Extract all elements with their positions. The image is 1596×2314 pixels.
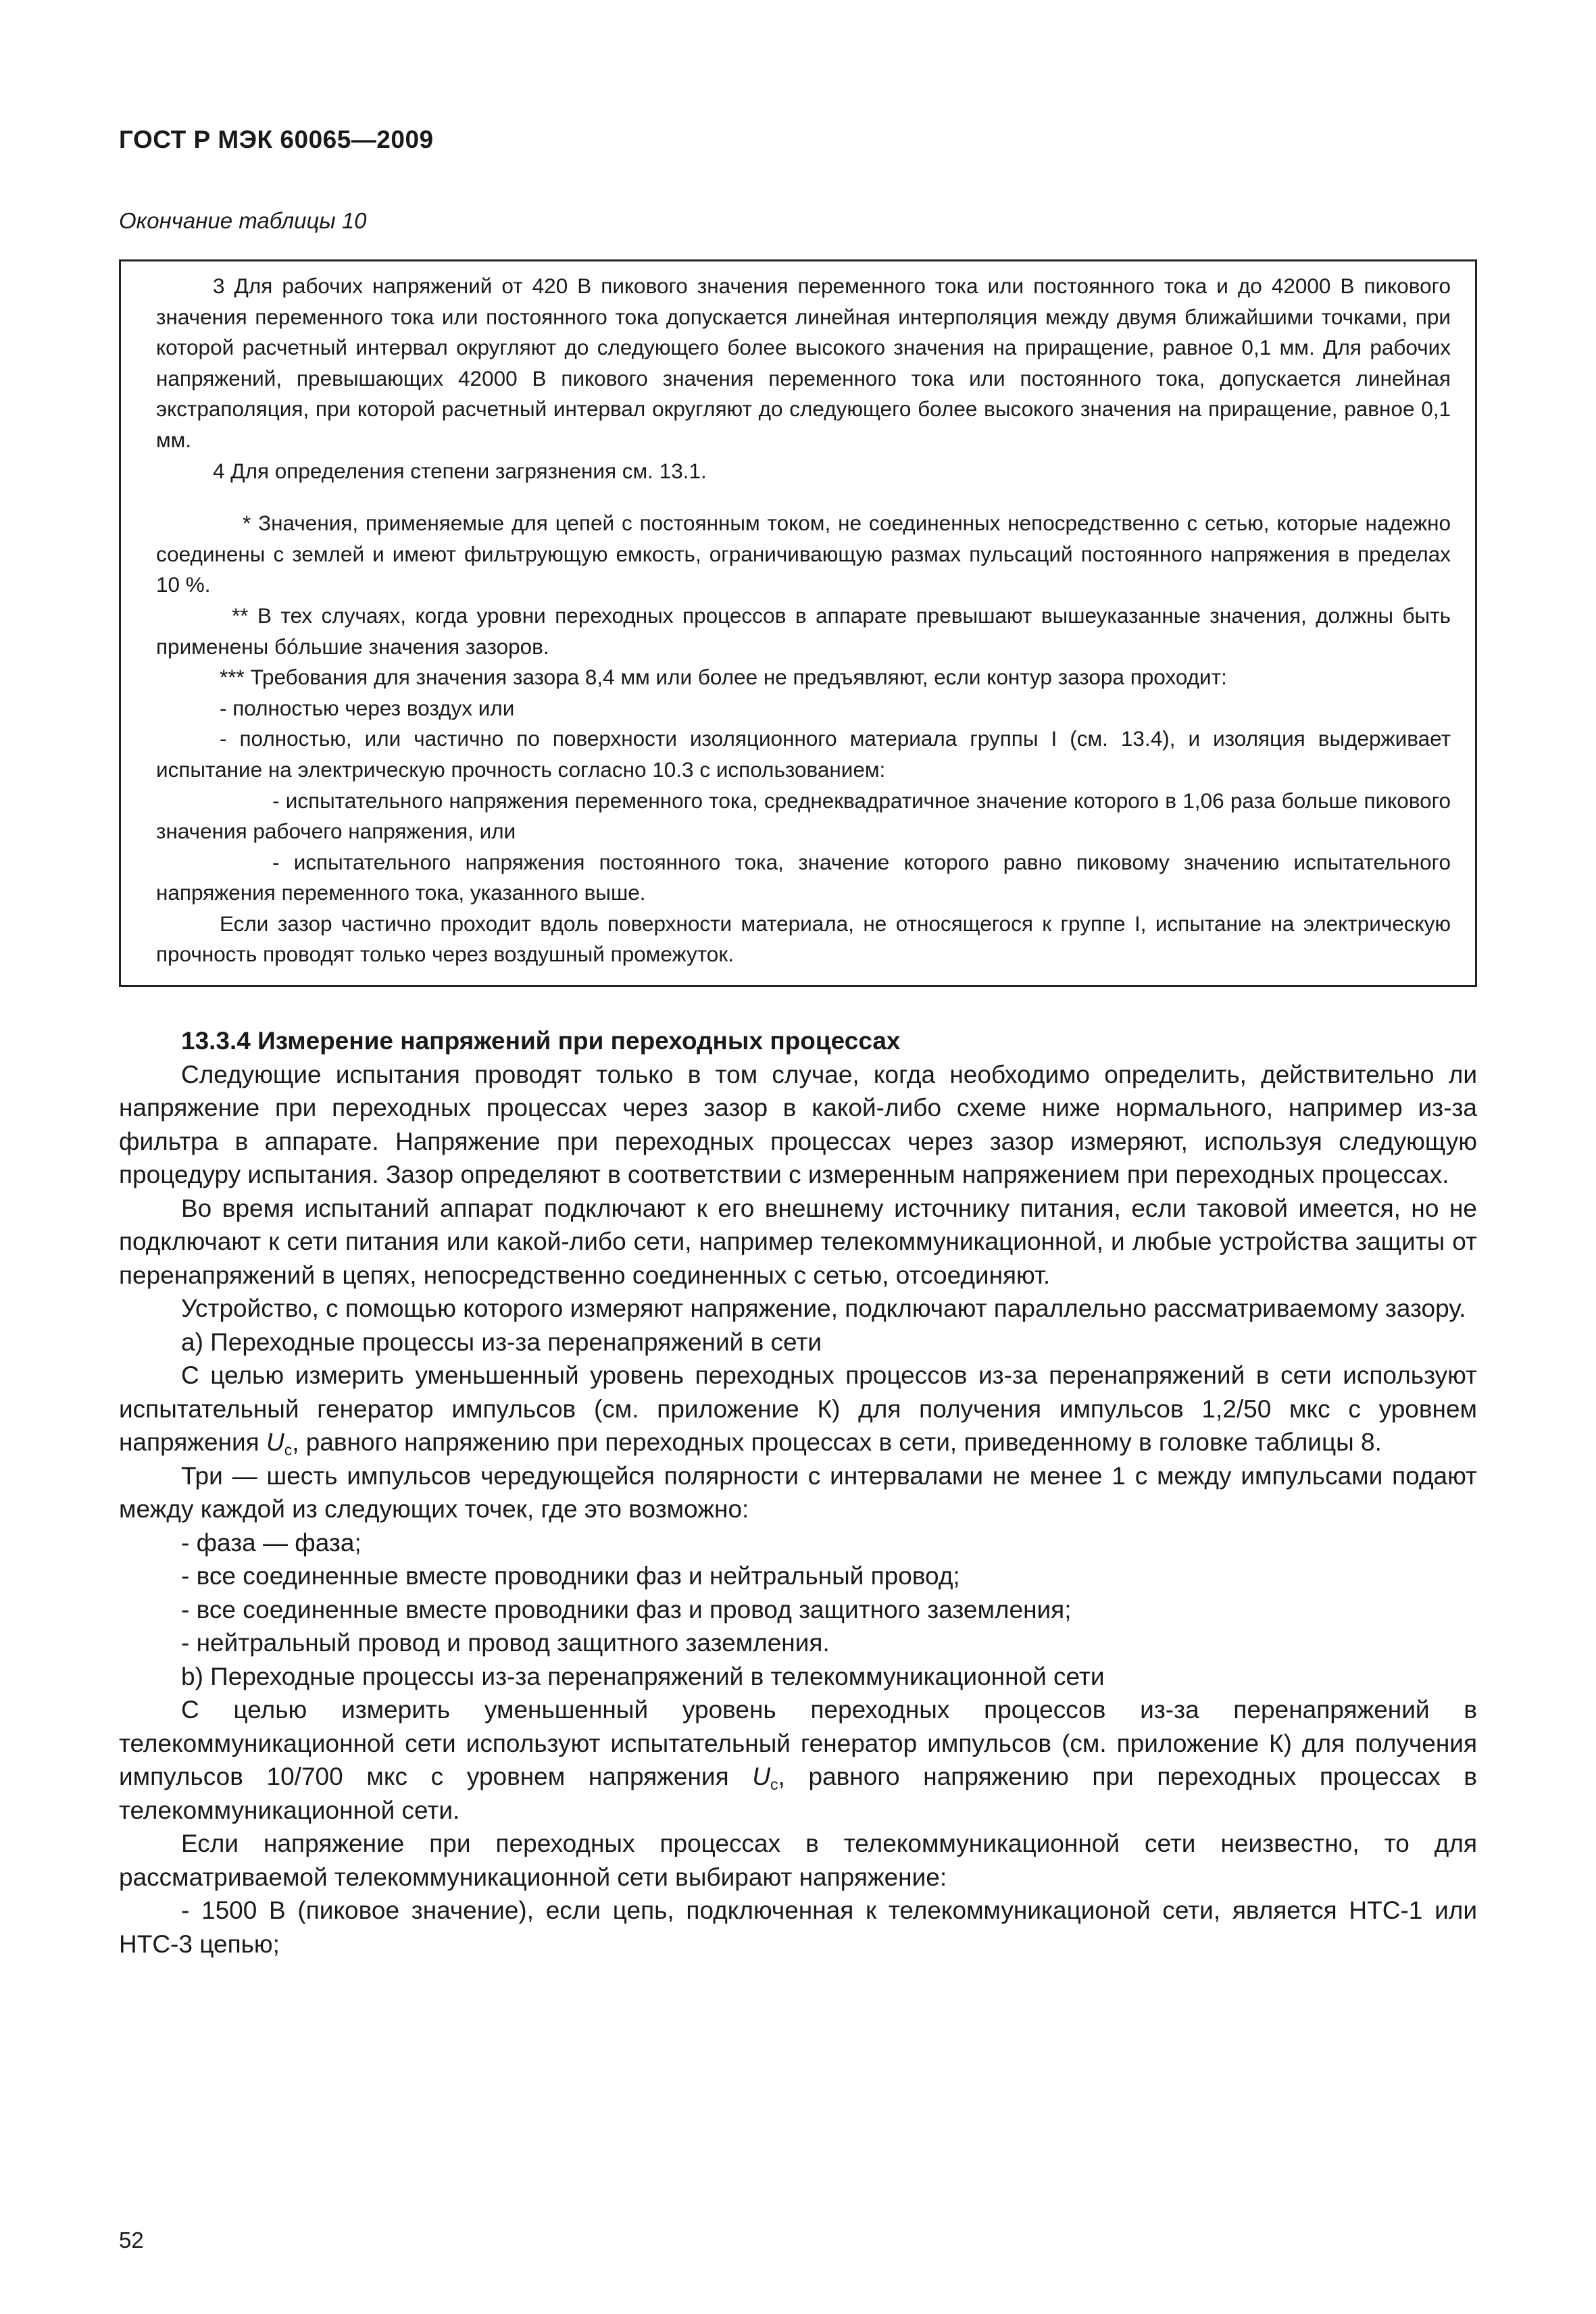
note-3: 3 Для рабочих напряжений от 420 В пикового значения переменного тока или постоянного тока и до 42000 В пикового значения переменного тока или постоянного тока допускается линейная интерполяция между двумя ближайшими точками, при которой расчетный интервал округляют до следующего более высокого значения на приращение, равное 0,1 мм. Для рабочих напряжений, превышающих 42000 В пикового значения переменного тока или постоянного тока, допускается линейная экстраполяция, при которой расчетный интервал округляют до следующего более высокого значения на приращение, равное 0,1 мм. [156, 274, 1451, 452]
list-item: - нейтральный провод и провод защитного заземления. [181, 1629, 830, 1657]
paragraph: С целью измерить уменьшенный уровень переходных процессов из-за перенапряжений в телекоммуникационной сети используют испытательный генератор импульсов (см. приложение К) для получения импульсов 10/700 мкс с уровнем напряжения $U_c$, равного напряжению при переходных процессах в телекоммуникационной сети. [119, 1696, 1477, 1824]
note-4: 4 Для определения степени загрязнения см. 13.1. [213, 458, 707, 483]
page-number: 52 [119, 2228, 144, 2253]
paragraph: Во время испытаний аппарат подключают к его внешнему источнику питания, если таковой имеется, но не подключают к сети питания или какой-либо сети, например телекоммуникационной, и любые устройства защиты от перенапряжений в цепях, непосредственно соединенных с сетью, отсоединяют. [119, 1194, 1477, 1289]
paragraph: Три — шесть импульсов чередующейся полярности с интервалами не менее 1 с между импульсами подают между каждой из следующих точек, где это возможно: [119, 1461, 1477, 1523]
section-heading: 13.3.4 Измерение напряжений при переходных процессах [181, 1027, 901, 1055]
footnote-3-subitem-1: - испытательного напряжения переменного тока, среднеквадратичное значение которого в 1,06 раза больше пикового значения рабочего напряжения, или [156, 788, 1451, 844]
footnote-3-closing: Если зазор частично проходит вдоль поверхности материала, не относящегося к группе I, испытание на электрическую прочность проводят только через воздушный промежуток. [156, 911, 1451, 967]
section-body [119, 1024, 1477, 1961]
list-item: - все соединенные вместе проводники фаз и провод защитного заземления; [181, 1595, 1072, 1624]
footnote-3-subitem-2: - испытательного напряжения постоянного тока, значение которого равно пиковому значению испытательного напряжения переменного тока, указанного выше. [156, 849, 1451, 905]
document-code-header: ГОСТ Р МЭК 60065—2009 [119, 126, 434, 153]
subsection-a-title: а) Переходные процессы из-за перенапряжений в сети [181, 1328, 822, 1356]
list-item: - 1500 В (пиковое значение), если цепь, подключенная к телекоммуникационой сети, является НТС-1 или НТС-3 цепью; [119, 1896, 1477, 1958]
table-notes-box [119, 259, 1477, 987]
paragraph: Устройство, с помощью которого измеряют напряжение, подключают параллельно рассматриваемому зазору. [181, 1294, 1466, 1322]
paragraph: Следующие испытания проводят только в том случае, когда необходимо определить, действительно ли напряжение при переходных процессах через зазор в какой-либо схеме ниже нормального, например из-за фильтра в аппарате. Напряжение при переходных процессах через зазор измеряют, используя следующую процедуру испытания. Зазор определяют в соответствии с измеренным напряжением при переходных процессах. [119, 1060, 1477, 1188]
list-item: - фаза — фаза; [181, 1528, 361, 1557]
footnote-1: * Значения, применяемые для цепей с постоянным током, не соединенных непосредственно с сетью, которые надежно соединены с землей и имеют фильтрующую емкость, ограничивающую размах пульсаций постоянного напряжения в пределах 10 %. [156, 511, 1451, 597]
footnote-3-item-b: - полностью, или частично по поверхности изоляционного материала группы I (см. 13.4), и изоляция выдерживает испытание на электрическую прочность согласно 10.3 с использованием: [156, 726, 1451, 782]
list-item: - все соединенные вместе проводники фаз и нейтральный провод; [181, 1562, 960, 1590]
subsection-b-title: b) Переходные процессы из-за перенапряжений в телекоммуникационной сети [181, 1662, 1105, 1690]
footnote-3-item-a: - полностью через воздух или [220, 695, 515, 720]
paragraph: Если напряжение при переходных процессах в телекоммуникационной сети неизвестно, то для рассматриваемой телекоммуникационной сети выбирают напряжение: [119, 1830, 1477, 1891]
paragraph: С целью измерить уменьшенный уровень переходных процессов из-за перенапряжений в сети используют испытательный генератор импульсов (см. приложение К) для получения импульсов 1,2/50 мкс с уровнем напряжения $U_c$, равного напряжению при переходных процессах в сети, приведенному в головке таблицы 8. [119, 1361, 1477, 1459]
table-caption: Окончание таблицы 10 [119, 208, 367, 233]
footnote-2: ** В тех случаях, когда уровни переходных процессов в аппарате превышают вышеуказанные значения, должны быть применены бóльшие значения зазоров. [156, 603, 1451, 659]
footnote-3: *** Требования для значения зазора 8,4 мм или более не предъявляют, если контур зазора проходит: [220, 665, 1227, 690]
